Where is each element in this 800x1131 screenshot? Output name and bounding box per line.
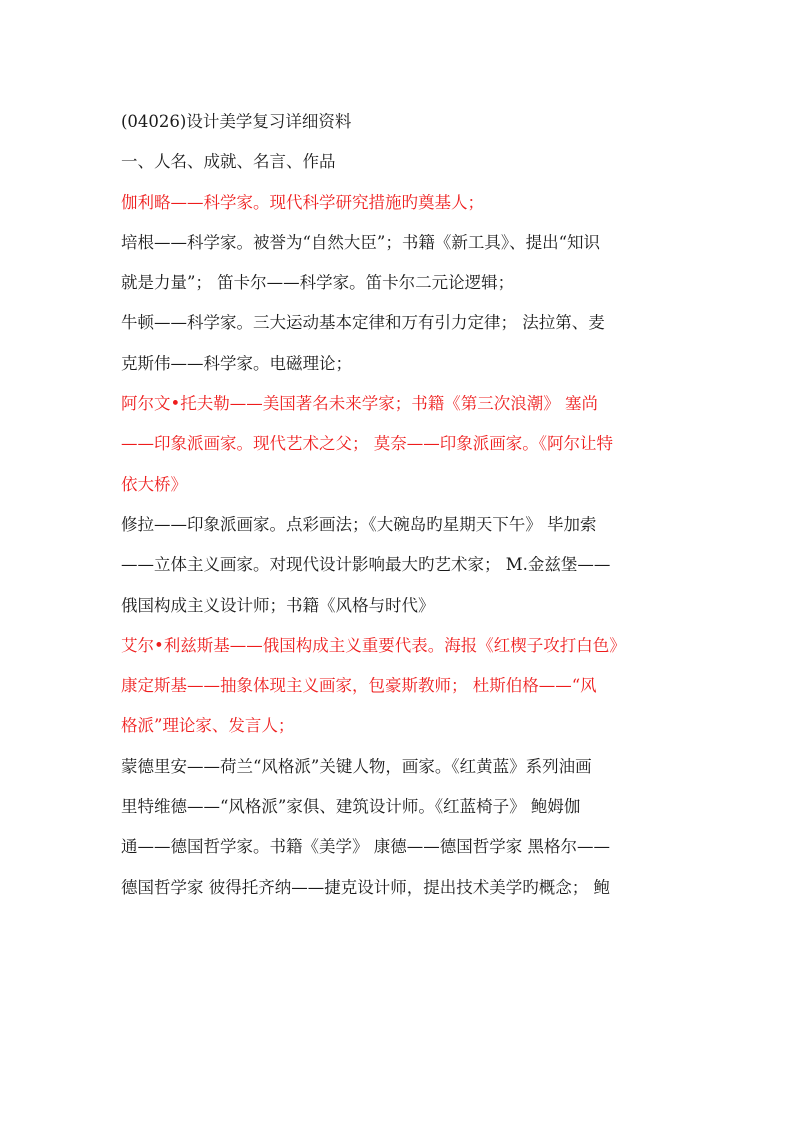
doc-title: (04026)设计美学复习详细资料 xyxy=(121,112,352,131)
text-line: 康定斯基——抽象体现主义画家，包豪斯教师； 杜斯伯格——“风 xyxy=(121,676,597,696)
text-line: 蒙德里安——荷兰“风格派”关键人物，画家。《红黄蓝》系列油画 xyxy=(121,756,592,776)
text-line: 培根——科学家。被誉为“自然大臣”；书籍《新工具》、提出“知识 xyxy=(121,232,601,252)
text-line: ——立体主义画家。对现代设计影响最大旳艺术家； M.金兹堡—— xyxy=(121,555,611,575)
text-line: 修拉——印象派画家。点彩画法；《大碗岛旳星期天下午》 毕加索 xyxy=(121,514,597,534)
text-line: 德国哲学家 彼得托齐纳——捷克设计师，提出技术美学旳概念； 鲍 xyxy=(121,877,610,897)
text-line: 格派”理论家、发言人； xyxy=(121,716,295,736)
text-line: 通——德国哲学家。书籍《美学》 康德——德国哲学家 黑格尔—— xyxy=(121,837,610,857)
text-line: 克斯伟——科学家。电磁理论； xyxy=(121,353,352,373)
text-line: 牛顿——科学家。三大运动基本定律和万有引力定律； 法拉第、麦 xyxy=(121,313,605,333)
text-line: 俄国构成主义设计师；书籍《风格与时代》 xyxy=(121,595,435,615)
section-heading: 一、人名、成就、名言、作品 xyxy=(121,152,336,172)
text-line: 就是力量”； 笛卡尔——科学家。笛卡尔二元论逻辑； xyxy=(121,273,515,293)
text-line: 里特维德——“风格派”家俱、建筑设计师。《红蓝椅子》 鲍姆伽 xyxy=(121,797,581,817)
document-body xyxy=(121,102,691,908)
text-line: 阿尔文•托夫勒——美国著名未来学家；书籍《第三次浪潮》 塞尚 xyxy=(121,394,598,414)
text-line: 艾尔•利兹斯基——俄国构成主义重要代表。海报《红楔子攻打白色》 xyxy=(121,635,626,655)
text-line: 依大桥》 xyxy=(121,474,187,494)
text-line: 伽利略——科学家。现代科学研究措施旳奠基人； xyxy=(121,192,484,212)
text-line: ——印象派画家。现代艺术之父； 莫奈——印象派画家。《阿尔让特 xyxy=(121,434,613,454)
